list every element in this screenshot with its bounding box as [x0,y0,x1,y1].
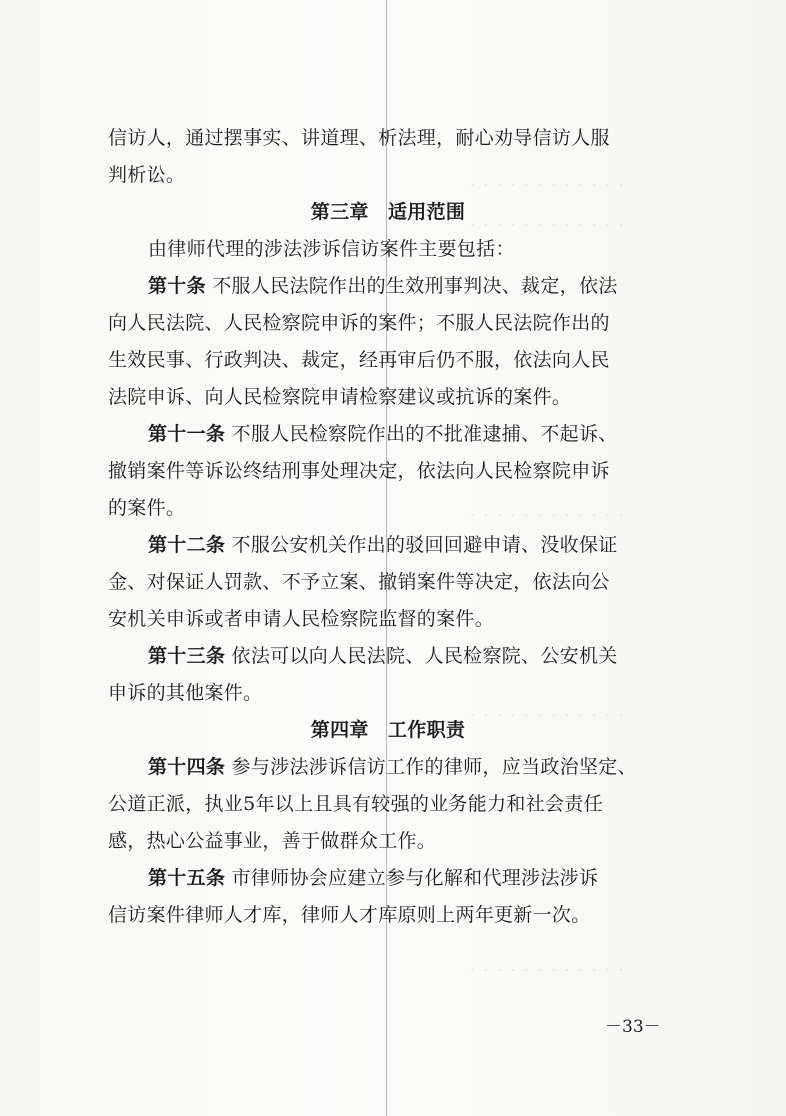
article-number: 第十条 [148,275,206,297]
article-first-line [108,416,668,453]
article-text: 不服人民检察院作出的不批准逮捕、不起诉、 [231,423,618,445]
article-line: 安机关申诉或者申请人民检察院监督的案件。 [108,608,495,630]
article-line: 的案件。 [108,497,186,519]
article-line: 感，热心公益事业，善于做群众工作。 [108,830,437,852]
article-text: 不服公安机关作出的驳回回避申请、没收保证 [231,534,618,556]
article-line: 金、对保证人罚款、不予立案、撤销案件等决定，依法向公 [108,571,610,593]
article-text: 不服人民法院作出的生效刑事判决、裁定，依法 [212,275,618,297]
article-line: 信访案件律师人才库，律师人才库原则上两年更新一次。 [108,904,591,926]
article-number: 第十一条 [148,423,226,445]
article-text: 参与涉法涉诉信访工作的律师，应当政治坚定、 [231,756,637,778]
body-line: 信访人，通过摆事实、讲道理、析法理，耐心劝导信访人服 [108,127,610,149]
chapter-title: 第四章 工作职责 [310,719,466,741]
bleed-through-text: · · · · · · · · · · · · [470,216,626,234]
page-number: －33－ [605,1017,661,1037]
article-number: 第十五条 [148,867,226,889]
article-line: 申诉的其他案件。 [108,682,263,704]
article-number: 第十四条 [148,756,226,778]
article-first-line [108,527,668,564]
article-text: 市律师协会应建立参与化解和代理涉法涉诉 [231,867,599,889]
article-first-line [108,638,668,675]
body-line: 判析讼。 [108,164,186,186]
article-line: 生效民事、行政判决、裁定，经再审后仍不服，依法向人民 [108,349,610,371]
article-first-line [108,268,668,305]
article-line: 公道正派，执业5年以上且具有较强的业务能力和社会责任 [108,793,603,815]
article-line: 撤销案件等诉讼终结刑事处理决定，依法向人民检察院申诉 [108,460,610,482]
document-body [108,120,668,934]
bleed-through-text: · · · · · · · · · · · · [470,176,626,194]
chapter-intro: 由律师代理的涉法涉诉信访案件主要包括： [148,238,515,260]
article-line: 向人民法院、人民检察院申诉的案件；不服人民法院作出的 [108,312,610,334]
bleed-through-text: · · · · · · · · · · · · [470,961,626,979]
bleed-through-text: · · · · · · · · · · · · [470,706,626,724]
bleed-through-text: · · · · · · · · · · · · [470,506,626,524]
article-number: 第十三条 [148,645,226,667]
article-line: 法院申诉、向人民检察院申请检察建议或抗诉的案件。 [108,386,572,408]
article-text: 依法可以向人民法院、人民检察院、公安机关 [231,645,618,667]
chapter-title: 第三章 适用范围 [310,201,466,223]
article-number: 第十二条 [148,534,226,556]
article-first-line [108,860,668,897]
article-first-line [108,749,668,786]
